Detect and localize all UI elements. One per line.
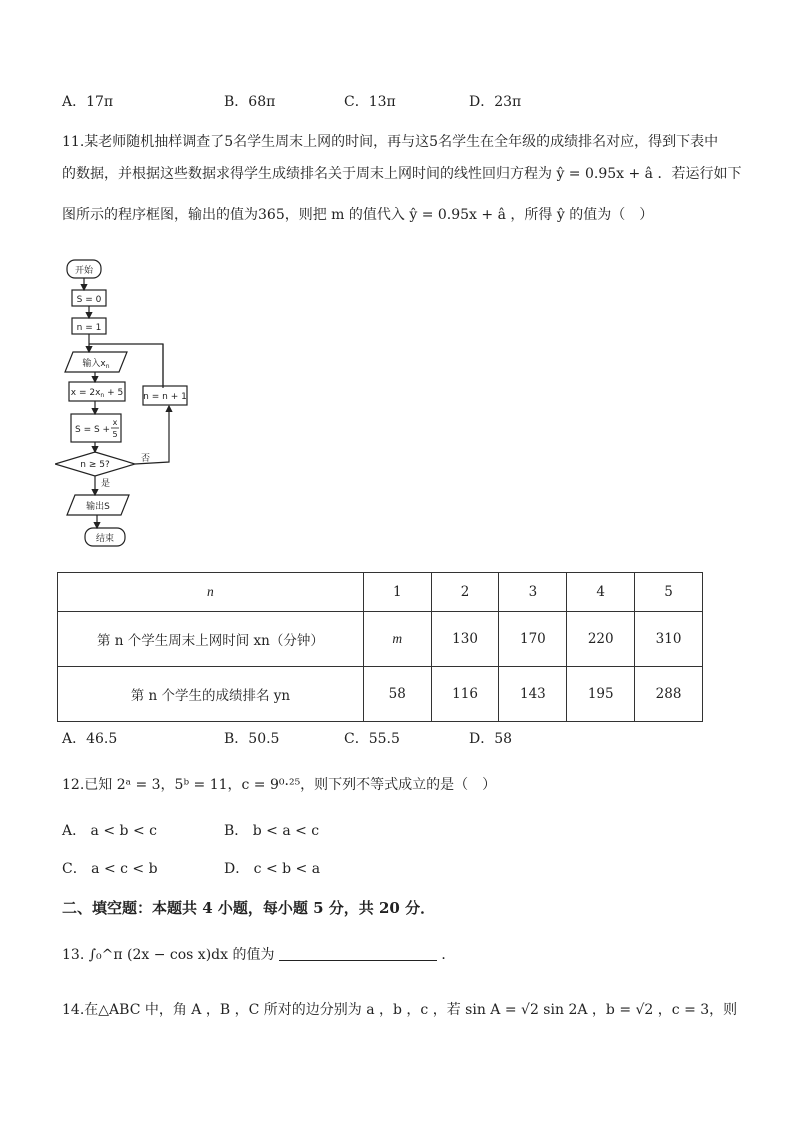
table-cell: 195 [567, 667, 635, 722]
flow-n-init-label: n = 1 [76, 323, 102, 333]
table-cell: 116 [431, 667, 499, 722]
table-row [58, 667, 703, 722]
table-cell: 220 [567, 612, 635, 667]
table-header-n: n [58, 573, 364, 612]
flow-yes-label: 是 [101, 479, 111, 489]
q11-option-d: D．58 [469, 731, 513, 747]
q13-line [62, 944, 455, 964]
flow-frac-num: x [112, 418, 118, 427]
flow-increment-label: n = n + 1 [143, 392, 187, 402]
flow-assign-x-subscript: n [100, 392, 105, 399]
table-cell: m [363, 612, 431, 667]
flow-frac-den: 5 [112, 430, 118, 439]
flow-input-subscript: n [105, 363, 110, 370]
flow-condition-label: n ≥ 5? [80, 460, 110, 470]
flow-output-label: 输出S [86, 502, 110, 512]
q12-option-a: A． a < b < c [62, 823, 157, 839]
q10-option-d: D．23π [469, 94, 522, 110]
q10-option-b: B．68π [224, 94, 276, 110]
row-label-time: 第 n 个学生周末上网时间 xn（分钟） [58, 612, 364, 667]
q12-option-d: D． c < b < a [224, 861, 321, 877]
flow-assign-x-text: x = 2x [70, 388, 101, 398]
table-header-row [58, 573, 703, 612]
flow-end-label: 结束 [95, 534, 115, 544]
flow-input-text: 输入x [82, 359, 106, 369]
q11-line-2: 的数据，并根据这些数据求得学生成绩排名关于周末上网时间的线性回归方程为 ŷ = 0.95x + â ．若运行如下 [62, 166, 742, 182]
table-cell: 288 [635, 667, 703, 722]
q10-option-a: A．17π [62, 94, 114, 110]
flow-assign-x-tail: + 5 [104, 388, 124, 398]
table-cell: 170 [499, 612, 567, 667]
q12-option-b: B． b < a < c [224, 823, 320, 839]
q11-option-a: A．46.5 [62, 731, 118, 747]
q10-option-c: C．13π [344, 94, 396, 110]
section-heading: 二、填空题：本题共 4 小题，每小题 5 分，共 20 分． [62, 899, 436, 917]
table-header-cell: 5 [635, 573, 703, 612]
table-cell: 143 [499, 667, 567, 722]
q12-stem: 12.已知 2ᵃ = 3，5ᵇ = 11，c = 9⁰·²⁵，则下列不等式成立的是（ ） [62, 777, 497, 793]
table-header-cell: 3 [499, 573, 567, 612]
row-label-rank: 第 n 个学生的成绩排名 yn [58, 667, 364, 722]
table-header-cell: 1 [363, 573, 431, 612]
table-cell: 310 [635, 612, 703, 667]
q11-line-3: 图所示的程序框图，输出的值为365，则把 m 的值代入 ŷ = 0.95x + â ，所得 ŷ 的值为（ ） [62, 207, 654, 223]
q13-prefix: 13. ∫₀^π (2x − cos x)dx 的值为 [62, 947, 275, 963]
q11-line-1: 11.某老师随机抽样调查了5名学生周末上网的时间，再与这5名学生在全年级的成绩排名对应，得到下表中 [62, 134, 719, 150]
table-cell: 130 [431, 612, 499, 667]
flow-assign-x-label [71, 388, 123, 399]
q11-option-c: C．55.5 [344, 731, 400, 747]
flow-input-label [82, 357, 109, 370]
flow-start-label: 开始 [74, 266, 94, 276]
data-table [57, 572, 703, 722]
table-header-cell: 4 [567, 573, 635, 612]
table-cell: 58 [363, 667, 431, 722]
q12-option-c: C． a < c < b [62, 861, 158, 877]
q11-option-b: B．50.5 [224, 731, 280, 747]
table-header-cell: 2 [431, 573, 499, 612]
q13-suffix: ． [441, 947, 456, 963]
flow-no-label: 否 [141, 454, 151, 464]
flow-assign-s-label: S = S + [75, 425, 111, 435]
flow-s-init-label: S = 0 [76, 295, 102, 305]
q13-answer-blank[interactable] [279, 946, 437, 961]
table-row [58, 612, 703, 667]
program-flowchart [55, 252, 205, 552]
q14-line: 14.在△ABC 中，角 A ，B ，C 所对的边分别为 a ，b ，c ，若 sin A = √2 sin 2A ，b = √2 ，c = 3，则 [62, 1002, 738, 1018]
